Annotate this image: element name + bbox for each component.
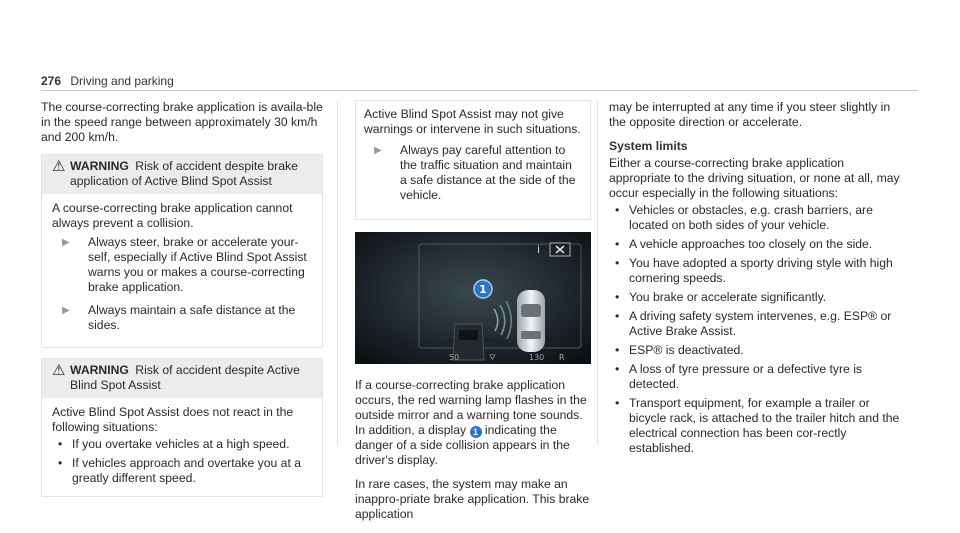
intro-paragraph: The course-correcting brake application is availa-ble in the speed range between approximately 30 km/h and 200 km/h. (41, 100, 323, 144)
system-limits-heading: System limits (609, 139, 688, 153)
action-step: ▶ Always pay careful attention to the traffic situation and maintain a safe distance at the side of the vehicle. (364, 143, 582, 203)
action-step: ▶ Always maintain a safe distance at the sides. (52, 303, 314, 333)
warning-label: WARNING (70, 363, 129, 377)
note-text: Active Blind Spot Assist may not give warnings or intervene in such situations. (364, 107, 581, 136)
warning-triangle-icon: ⚠ (52, 362, 66, 379)
step-arrow-icon: ▶ (62, 305, 70, 316)
warning-box-limits (41, 358, 323, 497)
warning-lamp-paragraph: If a course-correcting brake application occurs, the red warning lamp flashes in the outside mirror and a warning tone sounds. In addition, a display 1 indicating the danger of a side collision appears in the driver's display. (355, 378, 587, 467)
warning-text: Active Blind Spot Assist does not react in the following situations: (52, 405, 294, 434)
warning-text: A course-correcting brake application cannot always prevent a collision. (52, 201, 293, 230)
bullet-list (52, 437, 314, 486)
list-item: • A vehicle approaches too closely on the side. (615, 237, 873, 251)
speed-marker-right: 130 (529, 353, 545, 362)
column-middle (355, 100, 591, 531)
column-right (609, 100, 909, 460)
action-step: ▶ Always steer, brake or accelerate your-self, especially if Active Blind Spot Assist warns you or makes a course-correcting brake application. (52, 235, 314, 295)
system-limits-lead: Either a course-correcting brake application appropriate to the driving situation, or none at all, may occur especially in the following situations: (609, 156, 900, 200)
info-icon: i (537, 243, 541, 256)
warning-box-brake (41, 154, 323, 348)
warning-body (42, 194, 322, 347)
note-box (355, 100, 591, 220)
warning-header (42, 155, 322, 194)
section-title: Driving and parking (70, 74, 174, 88)
list-item: • A loss of tyre pressure or a defective tyre is detected. (615, 362, 863, 391)
list-item: • ESP® is deactivated. (615, 343, 744, 357)
column-divider (337, 100, 338, 445)
list-item: • You have adopted a sporty driving style with high cornering speeds. (615, 256, 893, 285)
page-header (41, 74, 174, 89)
interrupt-paragraph: may be interrupted at any time if you steer slightly in the opposite direction or accelerate. (609, 100, 891, 129)
list-item: • Transport equipment, for example a trailer or bicycle rack, is attached to the trailer hitch and the electrical connection has been cor-rectly established. (615, 396, 900, 455)
warning-triangle-icon: ⚠ (52, 158, 66, 175)
warning-body (42, 398, 322, 496)
callout-number: 1 (479, 283, 487, 296)
warning-label: WARNING (70, 159, 129, 173)
system-limits-list (609, 203, 909, 456)
column-divider (597, 100, 598, 445)
page-number: 276 (41, 74, 62, 88)
list-item: • If you overtake vehicles at a high speed. (58, 437, 290, 451)
list-item: • If vehicles approach and overtake you at a greatly different speed. (58, 456, 301, 485)
column-left (41, 100, 323, 507)
list-item: • You brake or accelerate significantly. (615, 290, 827, 304)
speed-marker-left: 50 (449, 353, 460, 362)
callout-1-icon: 1 (470, 426, 482, 438)
blind-spot-display-figure (355, 232, 591, 364)
step-arrow-icon: ▶ (62, 237, 70, 248)
gear-indicator: R (559, 353, 565, 362)
warning-title: Risk of accident despite Active Blind Spot Assist (70, 363, 300, 392)
own-vehicle-icon (517, 290, 545, 352)
road-icon: ⛛ (489, 353, 496, 362)
header-divider (41, 90, 918, 91)
step-arrow-icon: ▶ (374, 145, 382, 156)
warning-title: Risk of accident despite brake application of Active Blind Spot Assist (70, 159, 298, 188)
list-item: • A driving safety system intervenes, e.g. ESP® or Active Brake Assist. (615, 309, 892, 338)
inappropriate-brake-paragraph: In rare cases, the system may make an inappro-priate brake application. This brake application (355, 477, 590, 521)
warning-header (42, 359, 322, 398)
list-item: • Vehicles or obstacles, e.g. crash barriers, are located on both sides of your vehicle. (615, 203, 873, 232)
